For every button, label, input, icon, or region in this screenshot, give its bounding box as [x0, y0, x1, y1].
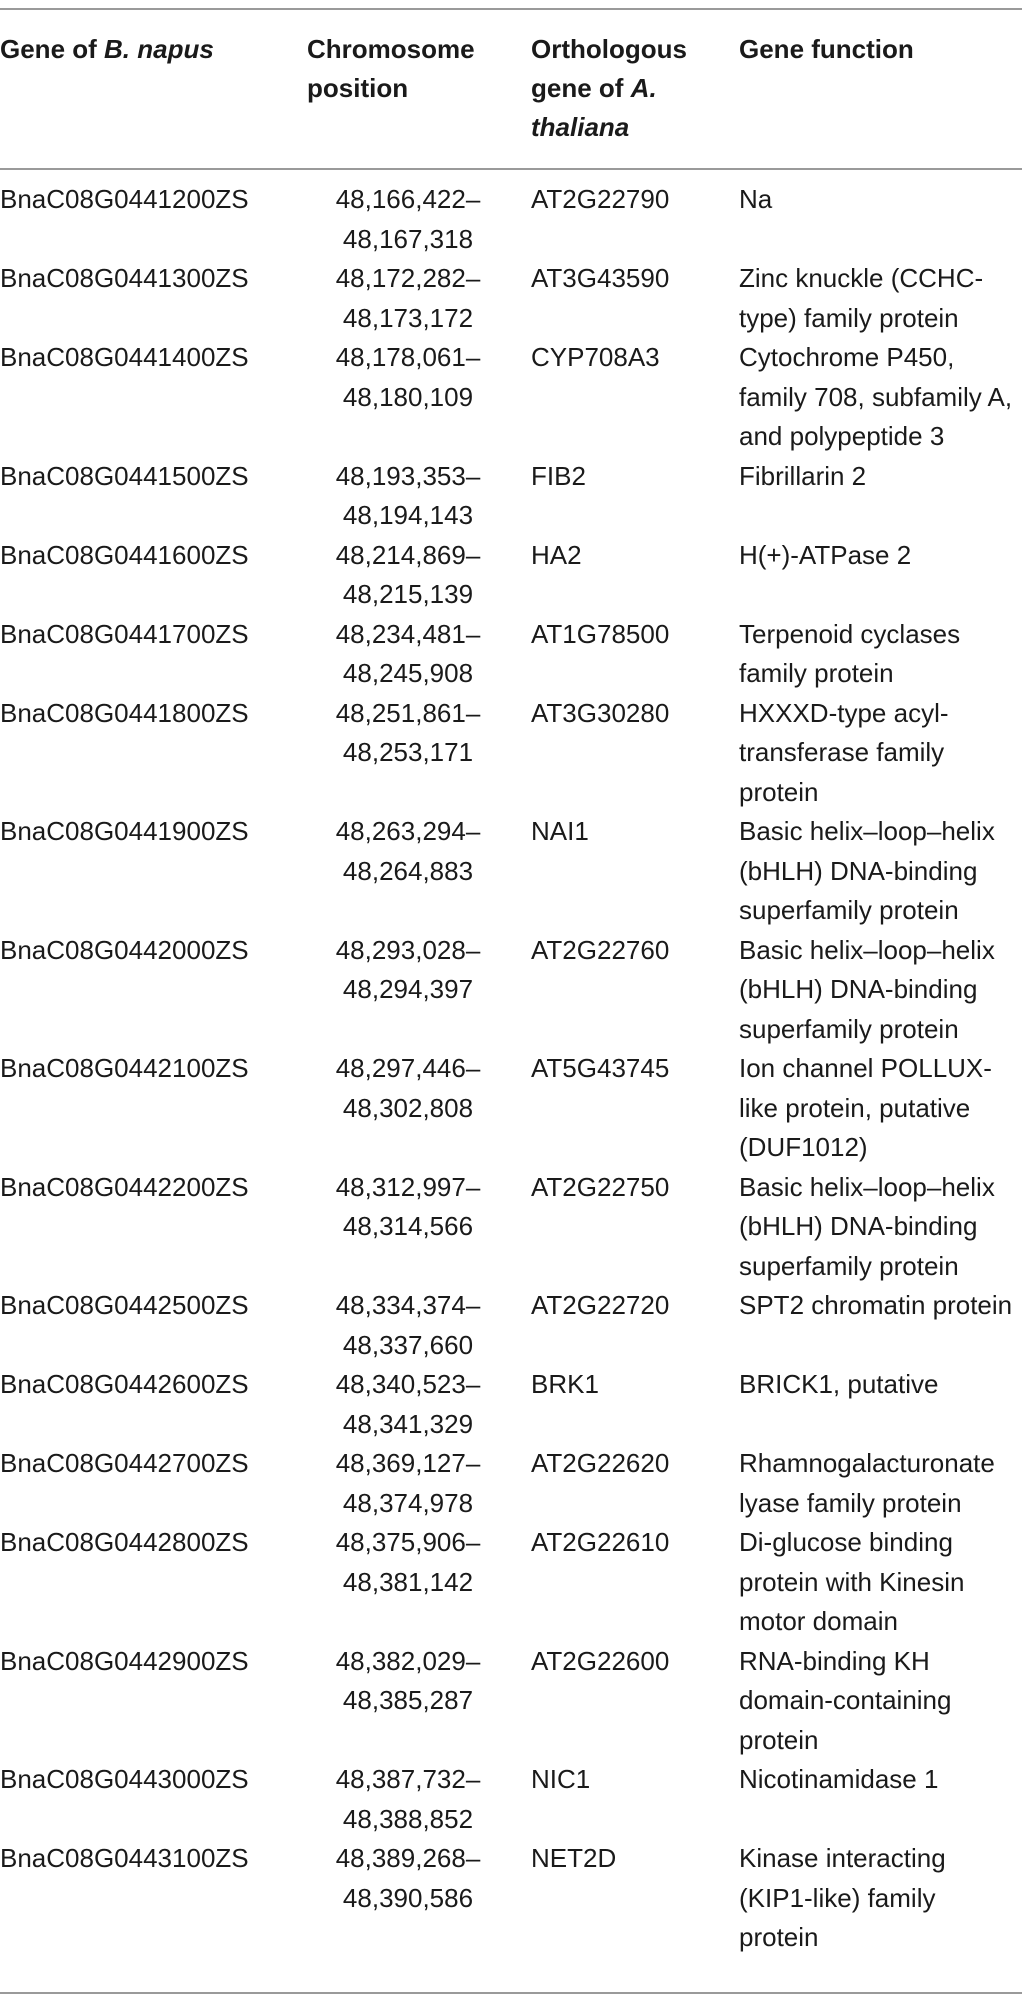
- table-body: [0, 180, 1022, 1958]
- cell-function: Cytochrome P450, family 708, subfamily A, and polypeptide 3: [739, 342, 1013, 451]
- header-chromosome-line2: position: [307, 73, 409, 103]
- position-end: 48,314,566: [342, 1211, 474, 1241]
- cell-chromosome-position: [298, 259, 518, 338]
- table-row: [0, 1286, 1022, 1365]
- header-ortholog-line1: Orthologous: [531, 34, 687, 64]
- cell-chromosome-position: [298, 1444, 518, 1523]
- cell-function: Di-glucose binding protein with Kinesin motor domain: [739, 1527, 965, 1636]
- cell-function: Basic helix–loop–helix (bHLH) DNA-binding superfamily protein: [739, 934, 995, 1044]
- cell-chromosome-position: [298, 1049, 518, 1128]
- table-row: [0, 457, 1022, 536]
- cell-chromosome-position: [298, 1523, 518, 1602]
- table-row: [0, 694, 1022, 813]
- table-row: [0, 259, 1022, 338]
- cell-ortholog: AT2G22790: [531, 184, 670, 214]
- cell-gene: BnaC08G0442500ZS: [0, 1290, 249, 1320]
- position-end: 48,337,660: [342, 1329, 474, 1360]
- header-function: [739, 30, 1017, 69]
- cell-chromosome-position: [298, 931, 518, 1010]
- cell-gene: BnaC08G0442100ZS: [0, 1053, 249, 1083]
- position-start: 48,251,861–: [335, 697, 481, 728]
- cell-gene: BnaC08G0441600ZS: [0, 539, 249, 570]
- cell-chromosome-position: [298, 1365, 518, 1444]
- cell-gene: BnaC08G0442900ZS: [0, 1645, 249, 1676]
- table-row: [0, 1365, 1022, 1444]
- header-gene-species: B. napus: [104, 34, 214, 64]
- cell-ortholog: NIC1: [531, 1764, 591, 1794]
- cell-function: RNA-binding KH domain-containing protein: [739, 1645, 952, 1755]
- position-end: 48,381,142: [342, 1566, 474, 1597]
- cell-ortholog: AT1G78500: [531, 618, 670, 649]
- cell-function: Nicotinamidase 1: [739, 1764, 939, 1794]
- cell-function: Rhamnogalacturonate lyase family protein: [739, 1448, 995, 1518]
- cell-gene: BnaC08G0443100ZS: [0, 1843, 249, 1873]
- position-end: 48,194,143: [342, 500, 474, 530]
- table-header-rule: [0, 168, 1022, 170]
- position-end: 48,294,397: [342, 974, 474, 1004]
- cell-chromosome-position: [298, 457, 518, 536]
- position-end: 48,264,883: [342, 855, 474, 886]
- cell-gene: BnaC08G0441400ZS: [0, 342, 249, 372]
- cell-ortholog: HA2: [531, 539, 582, 570]
- cell-function: SPT2 chromatin protein: [739, 1290, 1013, 1320]
- cell-gene: BnaC08G0442200ZS: [0, 1171, 249, 1202]
- table-row: [0, 1642, 1022, 1761]
- cell-chromosome-position: [298, 1168, 518, 1247]
- cell-chromosome-position: [298, 1642, 518, 1721]
- position-end: 48,385,287: [342, 1685, 474, 1715]
- position-end: 48,341,329: [342, 1408, 474, 1439]
- position-end: 48,302,808: [342, 1092, 474, 1123]
- cell-gene: BnaC08G0441800ZS: [0, 697, 249, 728]
- cell-ortholog: AT2G22600: [531, 1645, 670, 1676]
- cell-chromosome-position: [298, 812, 518, 891]
- position-end: 48,173,172: [342, 302, 474, 333]
- header-function-text: Gene function: [739, 34, 914, 64]
- position-start: 48,340,523–: [335, 1369, 481, 1399]
- cell-ortholog: AT2G22750: [531, 1171, 670, 1202]
- cell-chromosome-position: [298, 1839, 518, 1918]
- position-end: 48,390,586: [342, 1882, 474, 1913]
- position-end: 48,253,171: [342, 737, 474, 767]
- cell-ortholog: AT2G22610: [531, 1527, 670, 1557]
- cell-chromosome-position: [298, 1286, 518, 1365]
- position-start: 48,172,282–: [335, 263, 481, 293]
- position-end: 48,167,318: [342, 223, 474, 254]
- position-start: 48,382,029–: [335, 1645, 481, 1676]
- cell-gene: BnaC08G0443000ZS: [0, 1764, 249, 1794]
- table-row: [0, 812, 1022, 931]
- cell-gene: BnaC08G0441900ZS: [0, 816, 249, 846]
- header-ortholog-species: thaliana: [531, 112, 630, 142]
- header-ortholog-genus: A.: [630, 73, 657, 103]
- position-start: 48,387,732–: [335, 1764, 481, 1794]
- cell-chromosome-position: [298, 615, 518, 694]
- position-start: 48,193,353–: [335, 460, 481, 491]
- cell-ortholog: NAI1: [531, 816, 589, 846]
- table-row: [0, 1168, 1022, 1287]
- position-start: 48,234,481–: [335, 618, 481, 649]
- header-chromosome-line1: Chromosome: [307, 34, 475, 64]
- table-bottom-rule: [0, 1992, 1022, 1994]
- cell-function: Terpenoid cyclases family protein: [739, 618, 961, 688]
- position-end: 48,388,852: [342, 1803, 474, 1834]
- header-ortholog: [531, 30, 721, 147]
- table-row: [0, 338, 1022, 457]
- position-end: 48,180,109: [342, 381, 474, 412]
- cell-ortholog: AT2G22720: [531, 1290, 670, 1320]
- position-start: 48,293,028–: [335, 934, 481, 965]
- table-top-rule: [0, 8, 1022, 10]
- position-start: 48,312,997–: [335, 1171, 481, 1202]
- cell-gene: BnaC08G0441200ZS: [0, 184, 249, 214]
- cell-ortholog: AT2G22760: [531, 934, 670, 965]
- table-row: [0, 1523, 1022, 1642]
- cell-gene: BnaC08G0441300ZS: [0, 263, 249, 293]
- cell-ortholog: AT3G30280: [531, 697, 670, 728]
- table-row: [0, 536, 1022, 615]
- position-start: 48,178,061–: [335, 342, 481, 372]
- table-row: [0, 1049, 1022, 1168]
- cell-function: Na: [739, 184, 773, 214]
- cell-gene: BnaC08G0442700ZS: [0, 1448, 249, 1478]
- cell-function: H(+)-ATPase 2: [739, 539, 912, 570]
- table-row: [0, 1839, 1022, 1958]
- cell-gene: BnaC08G0441500ZS: [0, 460, 249, 491]
- position-start: 48,297,446–: [335, 1053, 481, 1083]
- position-start: 48,263,294–: [335, 816, 481, 846]
- position-start: 48,334,374–: [335, 1290, 481, 1320]
- position-end: 48,245,908: [342, 658, 474, 688]
- cell-function: Basic helix–loop–helix (bHLH) DNA-binding superfamily protein: [739, 816, 995, 925]
- cell-chromosome-position: [298, 694, 518, 773]
- header-gene-text: Gene of: [0, 34, 105, 64]
- header-chromosome: [307, 30, 507, 108]
- header-ortholog-prefix: gene of: [531, 73, 631, 103]
- cell-ortholog: BRK1: [531, 1369, 599, 1399]
- cell-function: Kinase interacting (KIP1-like) family protein: [739, 1843, 946, 1952]
- cell-ortholog: NET2D: [531, 1843, 617, 1873]
- cell-function: BRICK1, putative: [739, 1369, 939, 1399]
- table-row: [0, 1760, 1022, 1839]
- cell-ortholog: AT3G43590: [531, 263, 670, 293]
- position-start: 48,166,422–: [335, 184, 481, 214]
- position-start: 48,214,869–: [335, 539, 481, 570]
- header-gene: [0, 30, 290, 69]
- cell-gene: BnaC08G0442000ZS: [0, 934, 249, 965]
- header-ortholog-line2: [531, 69, 721, 108]
- cell-chromosome-position: [298, 180, 518, 259]
- cell-function: Ion channel POLLUX-like protein, putative (DUF1012): [739, 1053, 992, 1162]
- table-header: [0, 30, 1022, 160]
- cell-function: Zinc knuckle (CCHC-type) family protein: [739, 263, 984, 333]
- position-start: 48,389,268–: [335, 1843, 481, 1873]
- table-row: [0, 931, 1022, 1050]
- position-end: 48,374,978: [342, 1487, 474, 1518]
- cell-chromosome-position: [298, 536, 518, 615]
- cell-ortholog: AT2G22620: [531, 1448, 670, 1478]
- cell-ortholog: CYP708A3: [531, 342, 660, 372]
- cell-function: HXXXD-type acyl-transferase family protein: [739, 697, 949, 807]
- cell-chromosome-position: [298, 338, 518, 417]
- position-end: 48,215,139: [342, 579, 474, 609]
- cell-gene: BnaC08G0442600ZS: [0, 1369, 249, 1399]
- cell-ortholog: AT5G43745: [531, 1053, 670, 1083]
- position-start: 48,375,906–: [335, 1527, 481, 1557]
- table-row: [0, 615, 1022, 694]
- cell-gene: BnaC08G0442800ZS: [0, 1527, 249, 1557]
- table-row: [0, 180, 1022, 259]
- cell-ortholog: FIB2: [531, 460, 586, 491]
- cell-gene: BnaC08G0441700ZS: [0, 618, 249, 649]
- cell-function: Fibrillarin 2: [739, 460, 867, 491]
- table-row: [0, 1444, 1022, 1523]
- position-start: 48,369,127–: [335, 1448, 481, 1478]
- cell-chromosome-position: [298, 1760, 518, 1839]
- cell-function: Basic helix–loop–helix (bHLH) DNA-binding superfamily protein: [739, 1171, 995, 1281]
